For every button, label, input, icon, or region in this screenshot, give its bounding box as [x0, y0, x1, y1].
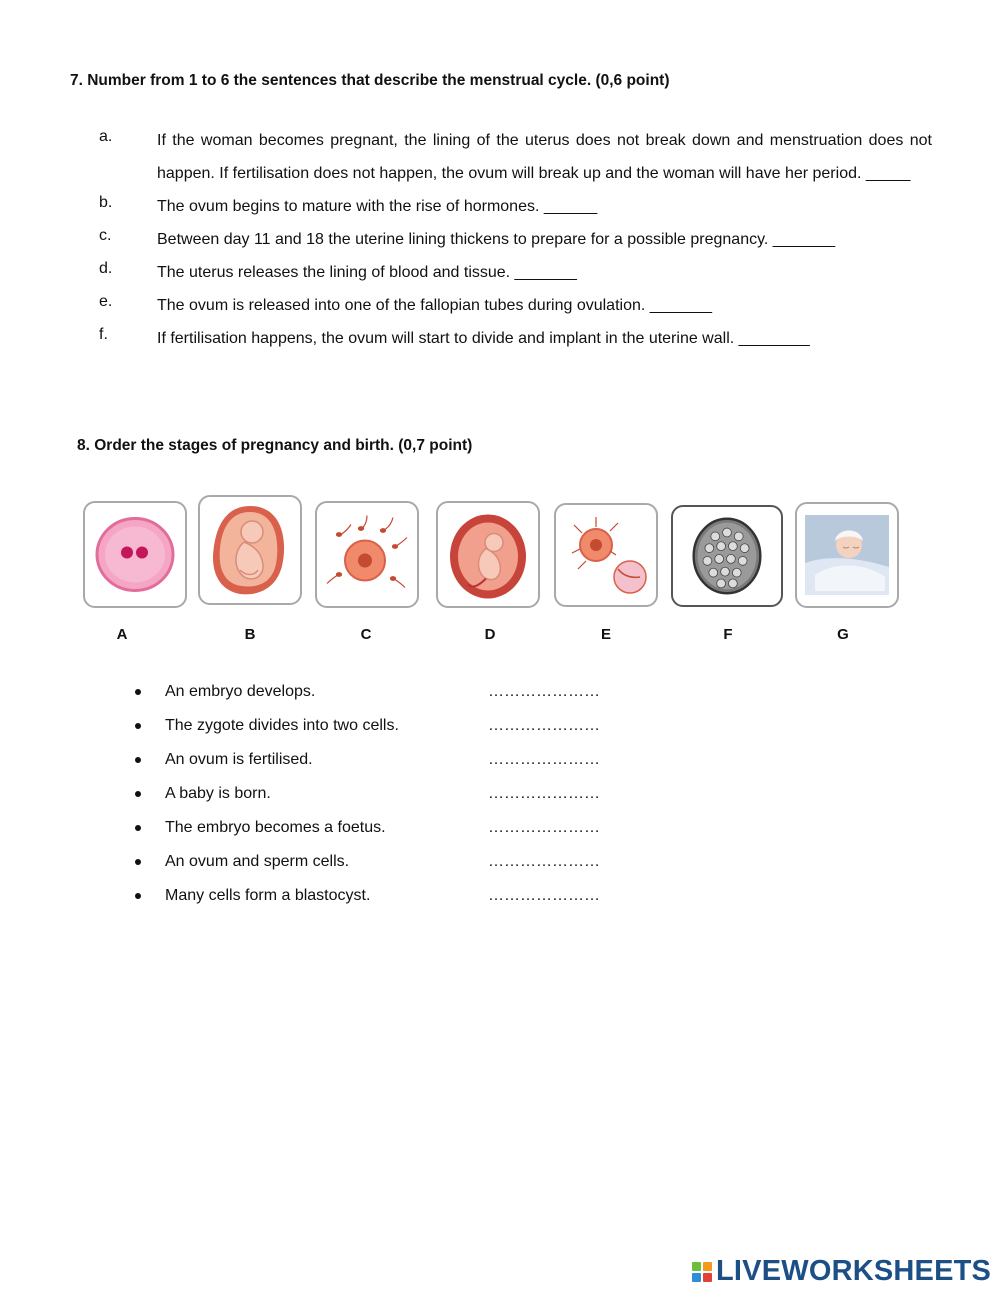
bullet-icon	[135, 859, 141, 865]
picture-label-f: F	[723, 626, 733, 643]
q8-item-text: A baby is born.	[165, 785, 271, 802]
q7-item-text: Between day 11 and 18 the uterine lining thickens to prepare for a possible pregnancy. _______	[157, 231, 836, 248]
bullet-icon	[135, 791, 141, 797]
blastocyst-icon	[671, 505, 783, 607]
picture-label-b: B	[244, 626, 256, 643]
q7-item-text: If fertilisation happens, the ovum will start to divide and implant in the uterine wall. ________	[157, 330, 810, 347]
answer-blank[interactable]: …………………	[488, 853, 600, 870]
answer-blank[interactable]: …………………	[488, 887, 600, 904]
q7-item-letter: e.	[99, 293, 113, 310]
answer-blank[interactable]: …………………	[488, 683, 600, 700]
bullet-icon	[135, 757, 141, 763]
answer-blank[interactable]: …………………	[488, 751, 600, 768]
q8-item-text: An ovum is fertilised.	[165, 751, 313, 768]
q7-item-letter: f.	[99, 326, 108, 343]
liveworksheets-logo	[692, 1255, 991, 1288]
bullet-icon	[135, 689, 141, 695]
fertilised-ovum-icon	[554, 503, 658, 607]
picture-label-e: E	[600, 626, 611, 643]
answer-blank[interactable]: …………………	[488, 819, 600, 836]
logo-grid-icon	[692, 1262, 712, 1282]
picture-label-d: D	[484, 626, 496, 643]
brand-text: LIVEWORKSHEETS	[716, 1255, 992, 1287]
picture-label-a: A	[116, 626, 128, 643]
question-7-title: 7. Number from 1 to 6 the sentences that describe the menstrual cycle. (0,6 point)	[70, 72, 670, 89]
picture-label-g: G	[837, 626, 849, 643]
foetus-in-womb-icon	[198, 495, 302, 605]
q8-item-text: An embryo develops.	[165, 683, 316, 700]
newborn-baby-icon	[795, 502, 899, 608]
two-cell-zygote-icon	[83, 501, 187, 608]
bullet-icon	[135, 723, 141, 729]
q7-item-text: If the woman becomes pregnant, the lining of the uterus does not break down and menstruation does not happen. If fertilisation does not happen, the ovum will break up and the woman will have her period. _____	[157, 132, 932, 182]
q8-item-text: The zygote divides into two cells.	[165, 717, 399, 734]
q8-item-text: Many cells form a blastocyst.	[165, 887, 371, 904]
q7-item-text: The uterus releases the lining of blood and tissue. _______	[157, 264, 577, 281]
answer-blank[interactable]: …………………	[488, 785, 600, 802]
bullet-icon	[135, 893, 141, 899]
picture-label-c: C	[360, 626, 372, 643]
q8-item-text: An ovum and sperm cells.	[165, 853, 350, 870]
answer-blank[interactable]: …………………	[488, 717, 600, 734]
q7-item-letter: b.	[99, 194, 113, 211]
ovum-and-sperm-icon	[315, 501, 419, 608]
bullet-icon	[135, 825, 141, 831]
q7-item-text: The ovum is released into one of the fallopian tubes during ovulation. _______	[157, 297, 713, 314]
embryo-in-womb-icon	[436, 501, 540, 608]
q8-item-text: The embryo becomes a foetus.	[165, 819, 386, 836]
q7-item-letter: a.	[99, 128, 113, 145]
q7-item-letter: d.	[99, 260, 113, 277]
question-8-title: 8. Order the stages of pregnancy and birth. (0,7 point)	[77, 437, 473, 454]
q7-item-letter: c.	[99, 227, 112, 244]
q7-item-text: The ovum begins to mature with the rise of hormones. ______	[157, 198, 598, 215]
